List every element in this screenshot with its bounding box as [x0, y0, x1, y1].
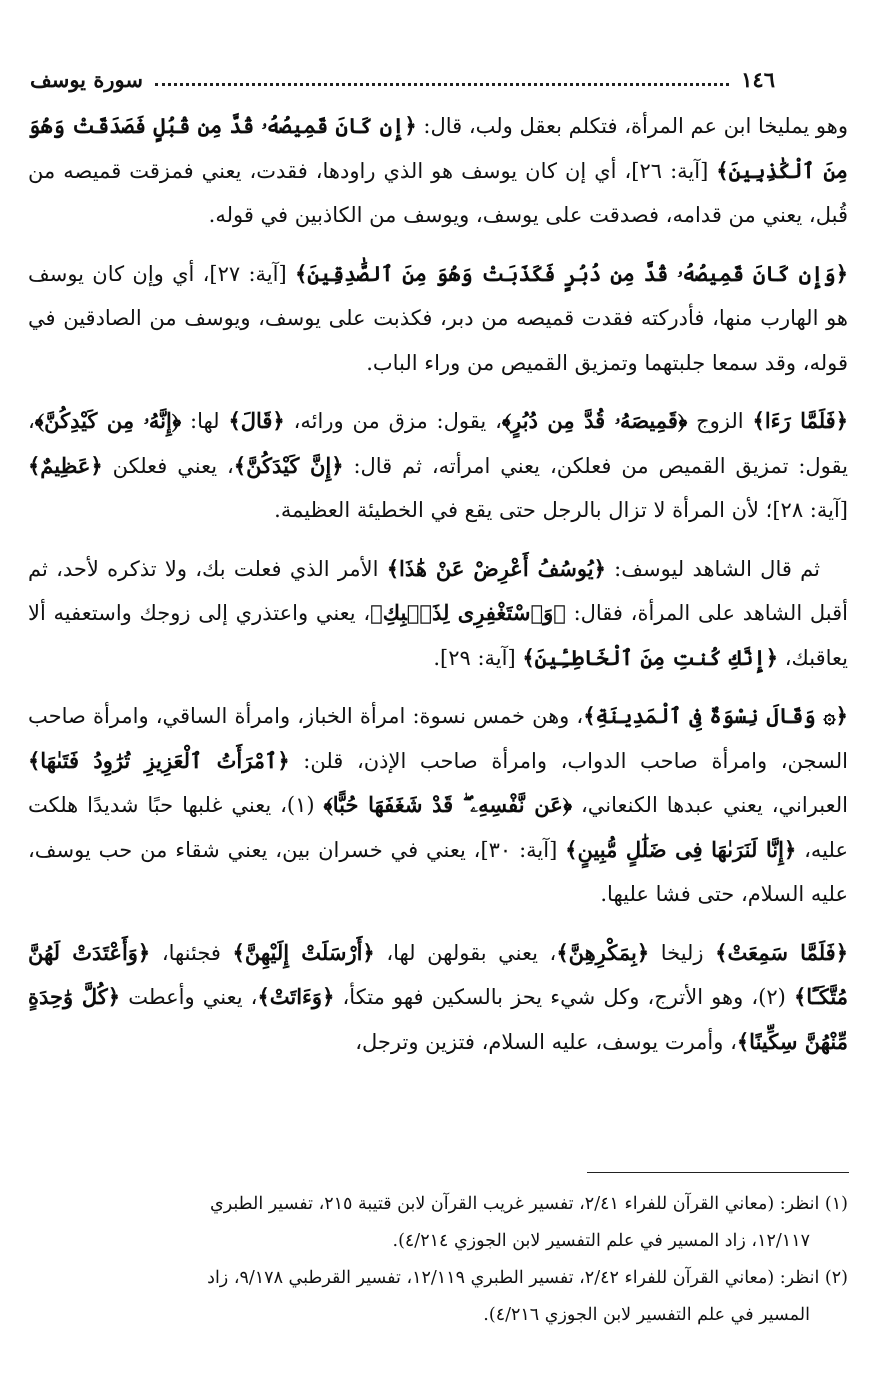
commentary-text: [آية: ٣٠]، يعني في خسران بين، يعني شقاء من حب يوسف، عليه السلام، حتى فشا عليها. [28, 837, 848, 906]
footnote-1-line-1: (١) انظر: (معاني القرآن للفراء ٢/٤١، تفسير غريب القرآن لابن قتيبة ٢١٥، تفسير الطبري [210, 1194, 848, 1214]
commentary-text: ، يعني وأعطت [120, 985, 258, 1009]
quran-quote: ﴿إِن كَانَ قَمِيصُهُۥ قُدَّ مِن قُبُلٍ فَصَدَقَتْ وَهُوَ مِنَ ٱلْكَٰذِبِينَ﴾ [28, 113, 848, 183]
page-number: ١٤٦ [741, 67, 775, 92]
paragraph [28, 104, 848, 238]
commentary-text: (١)، يعني غلبها حبًا شديدًا هلكت عليه، [28, 793, 848, 862]
commentary-text: ، وهن خمس نسوة: امرأة الخباز، وامرأة الساقي، وامرأة صاحب السجن، وامرأة صاحب الدواب، وامرأة صاحب الإذن، قلن: [28, 704, 849, 773]
commentary-text: وهو يمليخا ابن عم المرأة، فتكلم بعقل ولب، قال: [416, 114, 848, 138]
commentary-text: [آية: ٢٧]، أي وإن كان يوسف هو الهارب منها، فأدركته فقدت قميصه من دبر، فكذبت على يوسف، ويوسف من الصادقين في قوله، وقد سمعا جلبتهما وتمزيق القميص من وراء الباب. [28, 261, 848, 375]
quran-quote: ﴿وَٱسْتَغْفِرِى لِذَنۢبِكِ﴾ [370, 600, 566, 625]
quran-quote: ﴿إِنَّ كَيْدَكُنَّ﴾ [233, 452, 344, 478]
quran-quote: ﴿قَمِيصَهُۥ قُدَّ مِن دُبُرٍ﴾ [501, 408, 688, 433]
commentary-text: ثم قال الشاهد ليوسف: [605, 556, 820, 581]
quran-quote: ﴿عَظِيمٌ﴾ [28, 452, 103, 478]
quran-quote: ﴿بِمَكْرِهِنَّ﴾ [556, 939, 650, 965]
commentary-text: ، وأمرت يوسف، عليه السلام، فتزين وترجل، [355, 1029, 737, 1054]
quran-quote: ﴿۞ وَقَالَ نِسْوَةٌ فِى ٱلْمَدِينَةِ﴾ [583, 703, 848, 728]
footnotes [30, 1186, 848, 1334]
commentary-text: لها: [181, 409, 229, 433]
quran-quote: ﴿فَلَمَّا سَمِعَتْ﴾ [715, 939, 848, 965]
footnote-2-line-1: (٢) انظر: (معاني القرآن للفراء ٢/٤٢، تفسير الطبري ١٢/١١٩، تفسير القرطبي ٩/١٧٨، زاد [207, 1268, 848, 1288]
commentary-text: ، يعني بقولهن لها، [374, 940, 557, 965]
quran-quote: ﴿إِنَّا لَنَرَىٰهَا فِى ضَلَٰلٍ مُّبِينٍ﴾ [565, 836, 797, 862]
quran-quote: ﴿يُوسُفُ أَعْرِضْ عَنْ هَٰذَا﴾ [386, 555, 606, 581]
footnote-separator [587, 1172, 849, 1173]
paragraph [28, 931, 848, 1065]
commentary-text: العبراني، يعني عبدها الكنعاني، [572, 793, 849, 817]
commentary-text: [آية: ٢٨]؛ لأن المرأة لا تزال بالرجل حتى يقع في الخطيئة العظيمة. [274, 498, 848, 522]
commentary-text: [آية: ٢٦]، أي إن كان يوسف هو الذي راودها، فقدت، يعني فمزقت قميصه من قُبل، يعني من قدامه، فصدقت على يوسف، ويوسف من الكاذبين في قوله. [28, 158, 848, 227]
quran-quote: ﴿أَرْسَلَتْ إِلَيْهِنَّ﴾ [232, 939, 375, 965]
paragraph [28, 399, 848, 533]
quran-quote: ﴿إِنَّهُۥ مِن كَيْدِكُنَّ﴾ [34, 408, 182, 433]
commentary-text: ، يعني واعتذري إلى زوجك واستعفيه ألا يعاقبك، [28, 601, 848, 670]
commentary-text: الزوج [687, 409, 753, 433]
running-header [30, 58, 775, 92]
quran-quote: ﴿عَن نَّفْسِهِۦ ۖ قَدْ شَغَفَهَا حُبًّا﴾ [323, 792, 573, 817]
header-dot-leader [155, 65, 729, 86]
quran-quote: ﴿وَءَاتَتْ﴾ [257, 984, 335, 1009]
quran-quote: ﴿وَأَعْتَدَتْ لَهُنَّ مُتَّكَـًٔا﴾ [28, 939, 848, 1009]
commentary-text: ، يعني فعلكن [102, 453, 234, 478]
footnote-2-line-2: المسير في علم التفسير لابن الجوزي ٤/٢١٦). [483, 1305, 810, 1325]
footnote-1-line-2: ١٢/١١٧، زاد المسير في علم التفسير لابن الجوزي ٤/٢١٤). [392, 1231, 810, 1251]
commentary-text: فجئنها، [150, 940, 233, 965]
commentary-text: [آية: ٢٩]. [433, 645, 523, 670]
quran-quote: ﴿فَلَمَّا رَءَا﴾ [752, 408, 849, 433]
quran-quote: ﴿وَإِن كَانَ قَمِيصُهُۥ قُدَّ مِن دُبُرٍ فَكَذَبَتْ وَهُوَ مِنَ ٱلصَّٰدِقِينَ﴾ [294, 260, 848, 286]
quran-quote: ﴿كُلَّ وَٰحِدَةٍ مِّنْهُنَّ سِكِّينًا﴾ [28, 984, 848, 1054]
paragraph [28, 252, 848, 386]
commentary-text: زليخا [649, 940, 716, 965]
paragraph [28, 547, 848, 681]
commentary-text: ، يقول: مزق من ورائه، [284, 409, 502, 433]
paragraph [28, 694, 848, 917]
quran-quote: ﴿إِنَّكِ كُنتِ مِنَ ٱلْخَاطِـِٔينَ﴾ [522, 644, 779, 670]
main-text [28, 104, 848, 1078]
quran-quote: ﴿قَالَ﴾ [228, 408, 285, 433]
surah-title: سورة يوسف [30, 67, 143, 92]
commentary-text: الأمر الذي فعلت بك، ولا تذكره لأحد، ثم أقبل الشاهد على المرأة، فقال: [28, 556, 848, 625]
commentary-text: (٢)، وهو الأترج، وكل شيء يحز بالسكين فهو متكأ، [334, 985, 794, 1009]
quran-quote: ﴿ٱمْرَأَتُ ٱلْعَزِيزِ تُرَٰوِدُ فَتَىٰهَا﴾ [28, 747, 290, 773]
commentary-text: ، يقول: تمزيق القميص من فعلكن، يعني امرأته، ثم قال: [28, 409, 848, 478]
